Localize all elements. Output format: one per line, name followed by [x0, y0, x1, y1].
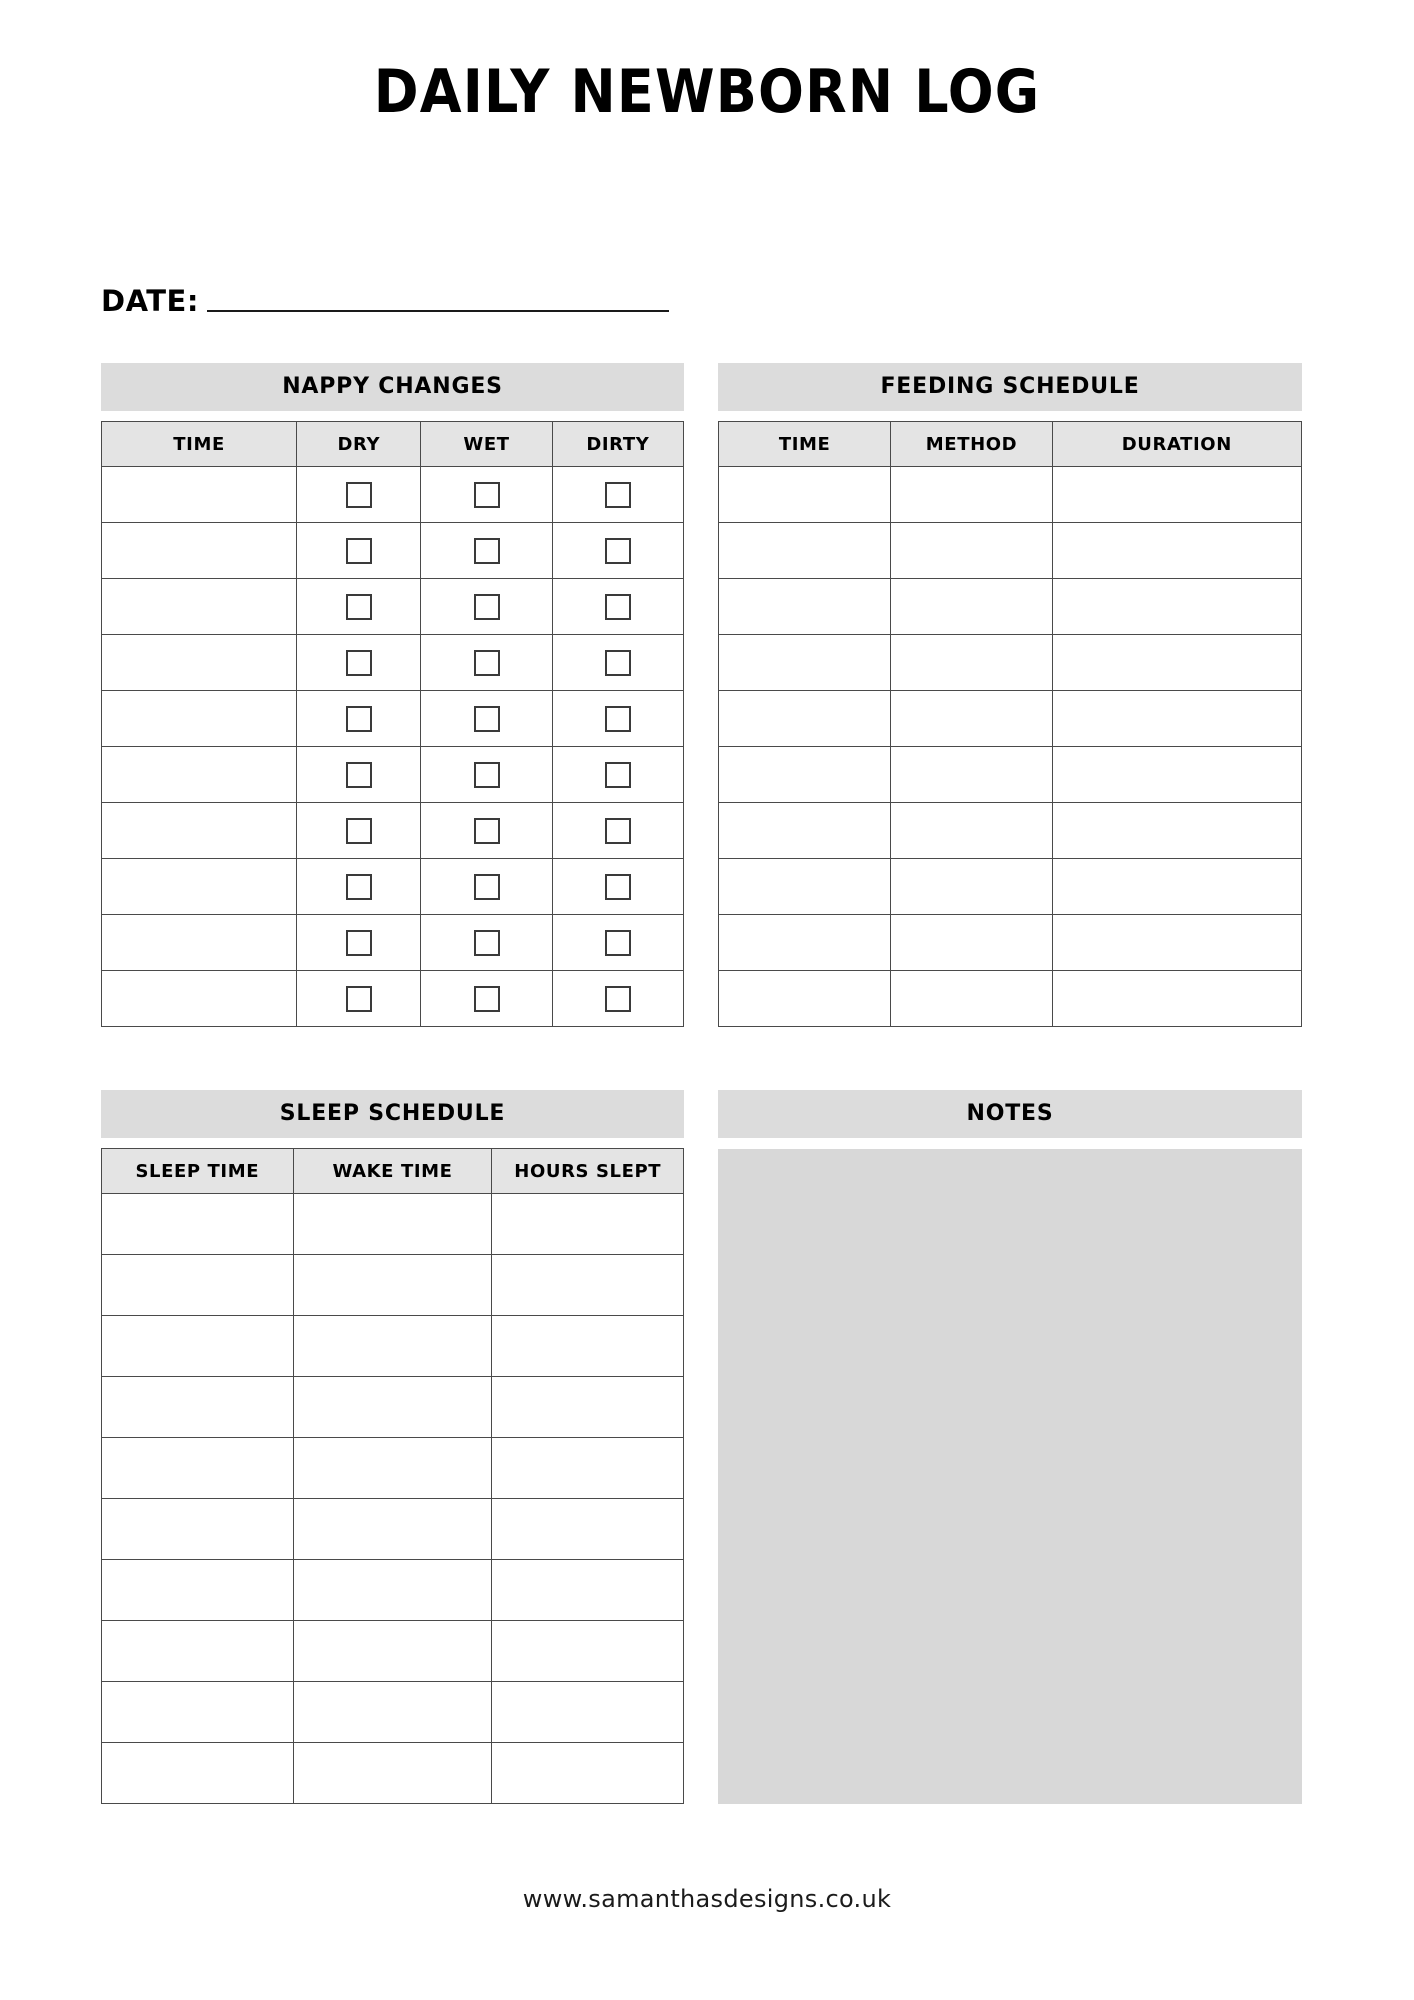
cell-wet[interactable]: [421, 467, 552, 523]
cell-sleep-time[interactable]: [102, 1255, 294, 1316]
checkbox-dry[interactable]: [346, 762, 372, 788]
cell-dirty[interactable]: [552, 971, 683, 1027]
cell-wake-time[interactable]: [293, 1560, 492, 1621]
sleep-schedule-body: [102, 1194, 684, 1804]
cell-method[interactable]: [891, 747, 1052, 803]
cell-hours-slept[interactable]: [492, 1499, 684, 1560]
table-row: [719, 971, 1302, 1027]
cell-dry[interactable]: [297, 747, 421, 803]
checkbox-wet[interactable]: [474, 706, 500, 732]
column-header-wet: WET: [421, 422, 552, 467]
cell-dirty[interactable]: [552, 635, 683, 691]
cell-method[interactable]: [891, 915, 1052, 971]
footer-website-url: www.samanthasdesigns.co.uk: [522, 1885, 892, 1913]
table-header-row: [102, 422, 684, 467]
cell-method[interactable]: [891, 579, 1052, 635]
cell-time[interactable]: [719, 635, 891, 691]
checkbox-dry[interactable]: [346, 874, 372, 900]
cell-dry[interactable]: [297, 915, 421, 971]
cell-dirty[interactable]: [552, 691, 683, 747]
sleep-schedule-table: [101, 1148, 684, 1804]
table-row: [102, 1560, 684, 1621]
cell-hours-slept[interactable]: [492, 1682, 684, 1743]
cell-wake-time[interactable]: [293, 1743, 492, 1804]
column-header-duration: DURATION: [1052, 422, 1301, 467]
checkbox-wet[interactable]: [474, 762, 500, 788]
checkbox-wet[interactable]: [474, 594, 500, 620]
cell-wet[interactable]: [421, 971, 552, 1027]
date-input-line[interactable]: [207, 310, 669, 312]
cell-hours-slept[interactable]: [492, 1377, 684, 1438]
checkbox-wet[interactable]: [474, 986, 500, 1012]
cell-duration[interactable]: [1052, 971, 1301, 1027]
cell-time[interactable]: [719, 579, 891, 635]
cell-time[interactable]: [102, 915, 297, 971]
column-header-dry: DRY: [297, 422, 421, 467]
table-row: [719, 579, 1302, 635]
checkbox-dirty[interactable]: [605, 482, 631, 508]
table-row: [102, 691, 684, 747]
column-header-dirty: DIRTY: [552, 422, 683, 467]
cell-duration[interactable]: [1052, 635, 1301, 691]
table-row: [719, 915, 1302, 971]
table-row: [102, 523, 684, 579]
cell-duration[interactable]: [1052, 803, 1301, 859]
cell-sleep-time[interactable]: [102, 1743, 294, 1804]
cell-dirty[interactable]: [552, 523, 683, 579]
checkbox-dry[interactable]: [346, 986, 372, 1012]
checkbox-dry[interactable]: [346, 538, 372, 564]
cell-method[interactable]: [891, 635, 1052, 691]
cell-method[interactable]: [891, 803, 1052, 859]
cell-time[interactable]: [102, 859, 297, 915]
table-row: [719, 803, 1302, 859]
cell-hours-slept[interactable]: [492, 1560, 684, 1621]
table-row: [719, 635, 1302, 691]
checkbox-dirty[interactable]: [605, 594, 631, 620]
cell-hours-slept[interactable]: [492, 1255, 684, 1316]
feeding-schedule-table: [718, 421, 1302, 1027]
checkbox-wet[interactable]: [474, 538, 500, 564]
cell-hours-slept[interactable]: [492, 1438, 684, 1499]
checkbox-wet[interactable]: [474, 482, 500, 508]
cell-method[interactable]: [891, 523, 1052, 579]
cell-sleep-time[interactable]: [102, 1316, 294, 1377]
table-row: [102, 1255, 684, 1316]
cell-dirty[interactable]: [552, 915, 683, 971]
cell-wake-time[interactable]: [293, 1438, 492, 1499]
cell-duration[interactable]: [1052, 747, 1301, 803]
cell-time[interactable]: [719, 467, 891, 523]
cell-method[interactable]: [891, 467, 1052, 523]
nappy-changes-title: NAPPY CHANGES: [101, 363, 684, 411]
cell-sleep-time[interactable]: [102, 1194, 294, 1255]
cell-sleep-time[interactable]: [102, 1377, 294, 1438]
cell-time[interactable]: [719, 803, 891, 859]
cell-wet[interactable]: [421, 803, 552, 859]
cell-time[interactable]: [102, 803, 297, 859]
checkbox-wet[interactable]: [474, 818, 500, 844]
cell-wake-time[interactable]: [293, 1499, 492, 1560]
checkbox-dry[interactable]: [346, 706, 372, 732]
cell-sleep-time[interactable]: [102, 1499, 294, 1560]
column-header-time: TIME: [102, 422, 297, 467]
cell-duration[interactable]: [1052, 915, 1301, 971]
cell-duration[interactable]: [1052, 467, 1301, 523]
cell-time[interactable]: [102, 691, 297, 747]
checkbox-wet[interactable]: [474, 930, 500, 956]
cell-wet[interactable]: [421, 523, 552, 579]
cell-dirty[interactable]: [552, 467, 683, 523]
cell-sleep-time[interactable]: [102, 1560, 294, 1621]
table-row: [102, 1682, 684, 1743]
cell-dry[interactable]: [297, 803, 421, 859]
nappy-changes-panel: [101, 363, 684, 1027]
checkbox-dirty[interactable]: [605, 762, 631, 788]
column-header-method: METHOD: [891, 422, 1052, 467]
cell-wet[interactable]: [421, 579, 552, 635]
table-row: [102, 1438, 684, 1499]
table-row: [102, 1743, 684, 1804]
sleep-schedule-title: SLEEP SCHEDULE: [101, 1090, 684, 1138]
cell-dry[interactable]: [297, 859, 421, 915]
cell-time[interactable]: [102, 523, 297, 579]
cell-wake-time[interactable]: [293, 1316, 492, 1377]
table-row: [102, 1377, 684, 1438]
checkbox-dirty[interactable]: [605, 986, 631, 1012]
cell-hours-slept[interactable]: [492, 1743, 684, 1804]
cell-wet[interactable]: [421, 859, 552, 915]
cell-wet[interactable]: [421, 747, 552, 803]
cell-wet[interactable]: [421, 691, 552, 747]
cell-time[interactable]: [102, 747, 297, 803]
checkbox-dry[interactable]: [346, 650, 372, 676]
page-title: DAILY NEWBORN LOG: [373, 57, 1041, 127]
nappy-changes-table: [101, 421, 684, 1027]
cell-time[interactable]: [719, 523, 891, 579]
cell-sleep-time[interactable]: [102, 1682, 294, 1743]
checkbox-dirty[interactable]: [605, 538, 631, 564]
cell-time[interactable]: [102, 635, 297, 691]
cell-method[interactable]: [891, 691, 1052, 747]
checkbox-dirty[interactable]: [605, 650, 631, 676]
cell-wake-time[interactable]: [293, 1194, 492, 1255]
checkbox-dry[interactable]: [346, 930, 372, 956]
date-field: [101, 285, 701, 317]
cell-time[interactable]: [719, 859, 891, 915]
cell-dry[interactable]: [297, 691, 421, 747]
cell-duration[interactable]: [1052, 859, 1301, 915]
table-row: [102, 1621, 684, 1682]
column-header-time: TIME: [719, 422, 891, 467]
checkbox-dirty[interactable]: [605, 818, 631, 844]
cell-dry[interactable]: [297, 579, 421, 635]
cell-dirty[interactable]: [552, 859, 683, 915]
notes-textarea[interactable]: [718, 1149, 1302, 1804]
table-row: [719, 747, 1302, 803]
cell-duration[interactable]: [1052, 579, 1301, 635]
cell-hours-slept[interactable]: [492, 1621, 684, 1682]
checkbox-dry[interactable]: [346, 818, 372, 844]
cell-time[interactable]: [102, 467, 297, 523]
cell-wake-time[interactable]: [293, 1255, 492, 1316]
table-row: [719, 691, 1302, 747]
table-row: [102, 1194, 684, 1255]
checkbox-dry[interactable]: [346, 482, 372, 508]
checkbox-dry[interactable]: [346, 594, 372, 620]
column-header-hours-slept: HOURS SLEPT: [492, 1149, 684, 1194]
table-row: [102, 747, 684, 803]
table-row: [719, 859, 1302, 915]
feeding-schedule-panel: [718, 363, 1302, 1027]
checkbox-dirty[interactable]: [605, 706, 631, 732]
notes-panel: [718, 1090, 1302, 1804]
feeding-schedule-body: [719, 467, 1302, 1027]
table-header-row: [719, 422, 1302, 467]
cell-duration[interactable]: [1052, 523, 1301, 579]
cell-wake-time[interactable]: [293, 1377, 492, 1438]
table-row: [102, 579, 684, 635]
checkbox-dirty[interactable]: [605, 930, 631, 956]
checkbox-wet[interactable]: [474, 874, 500, 900]
cell-time[interactable]: [719, 915, 891, 971]
cell-sleep-time[interactable]: [102, 1438, 294, 1499]
cell-wet[interactable]: [421, 635, 552, 691]
table-header-row: [102, 1149, 684, 1194]
checkbox-dirty[interactable]: [605, 874, 631, 900]
sleep-schedule-panel: [101, 1090, 684, 1804]
cell-time[interactable]: [719, 691, 891, 747]
table-row: [102, 635, 684, 691]
table-row: [719, 467, 1302, 523]
checkbox-wet[interactable]: [474, 650, 500, 676]
feeding-schedule-title: FEEDING SCHEDULE: [718, 363, 1302, 411]
nappy-changes-body: [102, 467, 684, 1027]
table-row: [719, 523, 1302, 579]
cell-time[interactable]: [102, 971, 297, 1027]
table-row: [102, 1499, 684, 1560]
cell-wet[interactable]: [421, 915, 552, 971]
date-label: DATE:: [101, 284, 199, 318]
cell-dry[interactable]: [297, 467, 421, 523]
cell-dry[interactable]: [297, 635, 421, 691]
cell-method[interactable]: [891, 859, 1052, 915]
cell-hours-slept[interactable]: [492, 1316, 684, 1377]
cell-method[interactable]: [891, 971, 1052, 1027]
table-row: [102, 467, 684, 523]
cell-dirty[interactable]: [552, 579, 683, 635]
table-row: [102, 1316, 684, 1377]
cell-time[interactable]: [719, 971, 891, 1027]
column-header-sleep-time: SLEEP TIME: [102, 1149, 294, 1194]
notes-title: NOTES: [718, 1090, 1302, 1138]
table-row: [102, 971, 684, 1027]
cell-wake-time[interactable]: [293, 1621, 492, 1682]
cell-wake-time[interactable]: [293, 1682, 492, 1743]
cell-dry[interactable]: [297, 971, 421, 1027]
table-row: [102, 803, 684, 859]
cell-time[interactable]: [719, 747, 891, 803]
cell-dirty[interactable]: [552, 747, 683, 803]
cell-time[interactable]: [102, 579, 297, 635]
cell-sleep-time[interactable]: [102, 1621, 294, 1682]
cell-hours-slept[interactable]: [492, 1194, 684, 1255]
cell-duration[interactable]: [1052, 691, 1301, 747]
table-row: [102, 859, 684, 915]
column-header-wake-time: WAKE TIME: [293, 1149, 492, 1194]
cell-dirty[interactable]: [552, 803, 683, 859]
cell-dry[interactable]: [297, 523, 421, 579]
table-row: [102, 915, 684, 971]
